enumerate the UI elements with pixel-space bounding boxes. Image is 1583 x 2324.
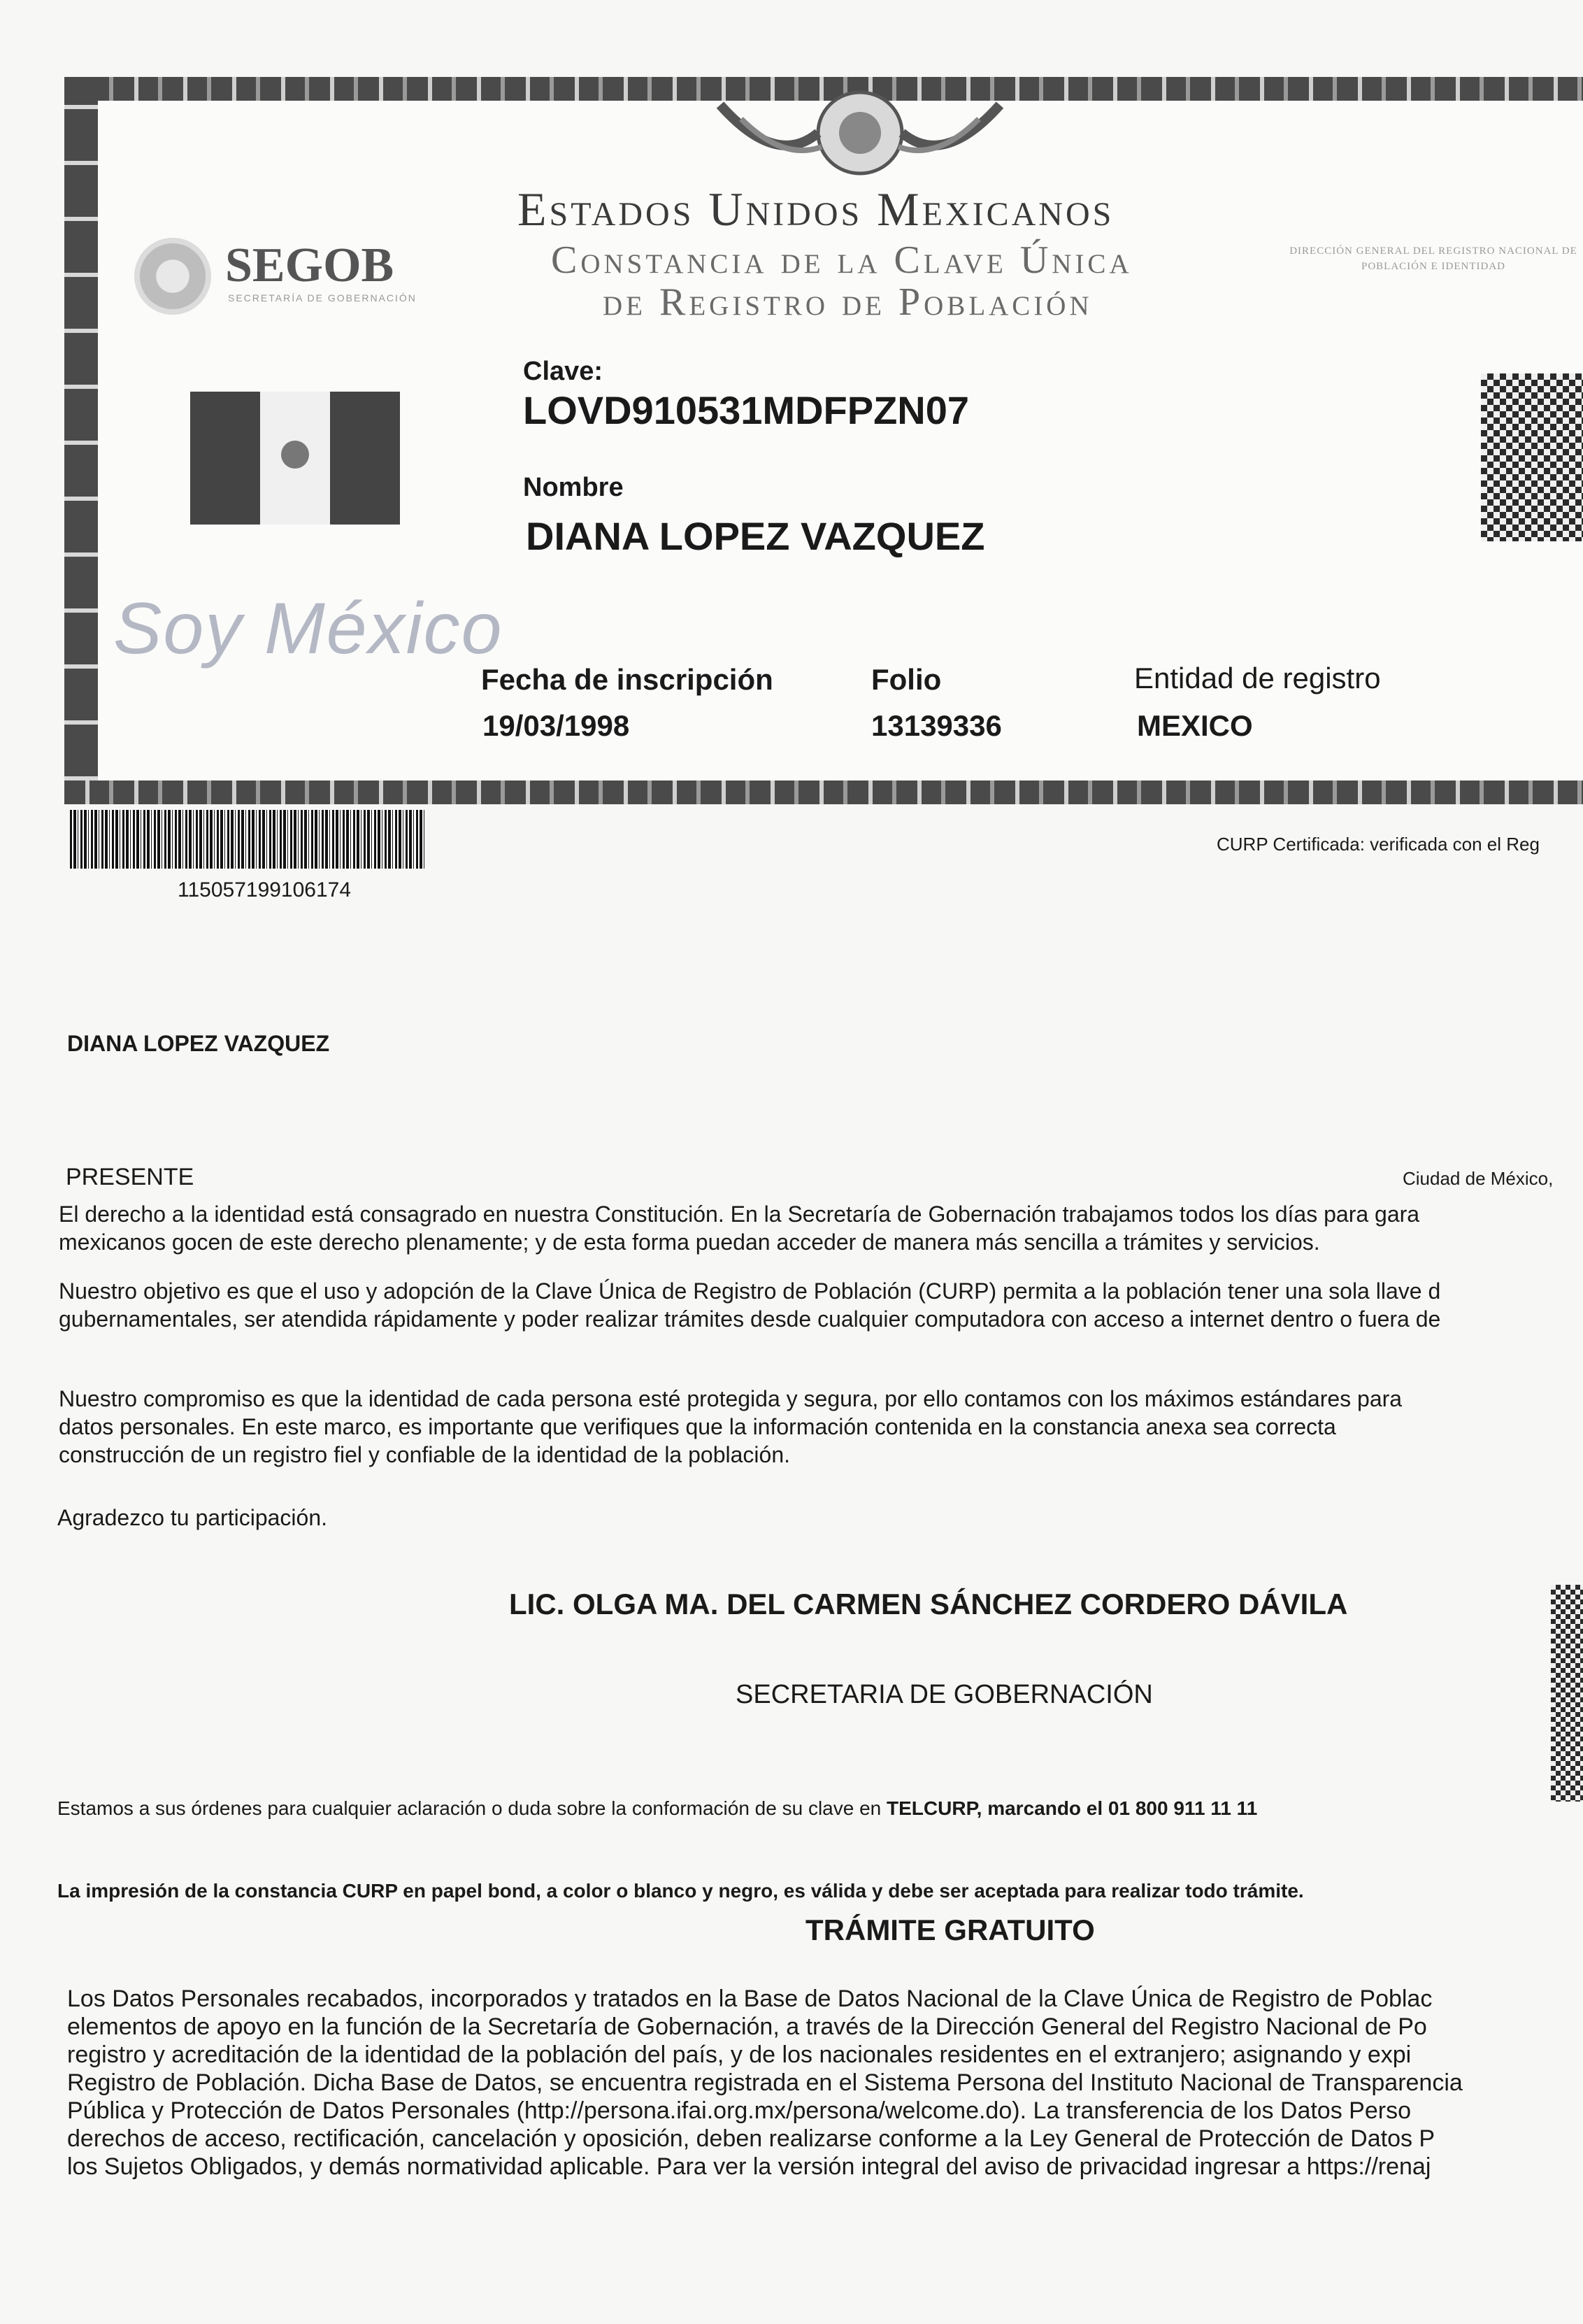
privacy-line-7: los Sujetos Obligados, y demás normatividad aplicable. Para ver la versión integral del aviso de privacidad ingresar a https://renaj [67, 2153, 1431, 2180]
clave-value: LOVD910531MDFPZN07 [523, 388, 970, 432]
privacy-line-1: Los Datos Personales recabados, incorporados y tratados en la Base de Datos Nacional de la Clave Única de Registro de Poblac [67, 1986, 1433, 2012]
folio-value: 13139336 [871, 709, 1002, 742]
document-subtitle-line2: de Registro de Población [603, 280, 1093, 324]
entidad-value: MEXICO [1137, 709, 1253, 742]
presente: PRESENTE [66, 1164, 194, 1190]
free-procedure-heading: TRÁMITE GRATUITO [805, 1913, 1095, 1946]
telcurp-line [57, 1797, 1257, 1820]
renapo-heading: DIRECCIÓN GENERAL DEL REGISTRO NACIONAL DE POBLACIÓN E IDENTIDAD [1289, 245, 1577, 272]
privacy-line-4: Registro de Población. Dicha Base de Datos, se encuentra registrada en el Sistema Persona del Instituto Nacional de Transparencia [67, 2069, 1463, 2096]
paragraph-2-line-1: Nuestro objetivo es que el uso y adopción de la Clave Única de Registro de Población (CURP) permita a la población tener una sola llave d [59, 1278, 1441, 1304]
entidad-label: Entidad de registro [1134, 662, 1381, 694]
fecha-value: 19/03/1998 [482, 709, 630, 742]
privacy-line-3: registro y acreditación de la identidad de la población del país, y de los nacionales residentes en el extranjero; asignando y expi [67, 2041, 1412, 2068]
signer-title: SECRETARIA DE GOBERNACIÓN [736, 1680, 1153, 1709]
privacy-line-6: derechos de acceso, rectificación, cancelación y oposición, deben realizarse conforme a la Ley General de Protección de Datos P [67, 2125, 1435, 2152]
mexico-flag-icon [190, 392, 400, 525]
fecha-label: Fecha de inscripción [481, 663, 773, 696]
decorative-border-left [64, 77, 98, 804]
segob-seal-icon [134, 238, 211, 315]
paragraph-1-line-1: El derecho a la identidad está consagrado en nuestra Constitución. En la Secretaría de Gobernación trabajamos todos los días para gara [59, 1202, 1420, 1227]
qr-code-icon [1481, 373, 1583, 541]
signer-name: LIC. OLGA MA. DEL CARMEN SÁNCHEZ CORDERO DÁVILA [509, 1588, 1348, 1620]
document-title: Estados Unidos Mexicanos [517, 183, 1115, 236]
segob-logo-text: SEGOB [225, 238, 394, 292]
document-subtitle-line1: Constancia de la Clave Única [551, 238, 1133, 282]
privacy-line-2: elementos de apoyo en la función de la Secretaría de Gobernación, a través de la Dirección General del Registro Nacional de Po [67, 2013, 1427, 2040]
barcode-number: 115057199106174 [178, 878, 352, 901]
thanks: Agradezco tu participación. [57, 1505, 327, 1530]
decorative-border-bottom [64, 780, 1583, 804]
certified-note: CURP Certificada: verificada con el Reg [1217, 834, 1540, 855]
segob-subtitle: SECRETARÍA DE GOBERNACIÓN [228, 292, 417, 304]
nombre-value: DIANA LOPEZ VAZQUEZ [526, 514, 985, 558]
city-date: Ciudad de México, [1403, 1168, 1554, 1189]
clave-label: Clave: [523, 357, 603, 386]
recipient-name: DIANA LOPEZ VAZQUEZ [67, 1031, 330, 1056]
paragraph-3-line-2: datos personales. En este marco, es importante que verifiques que la información contenida en la constancia anexa sea correcta [59, 1414, 1336, 1439]
barcode-icon [70, 810, 427, 869]
telcurp-text: Estamos a sus órdenes para cualquier aclaración o duda sobre la conformación de su clave en [57, 1797, 887, 1819]
national-coat-of-arms-icon [699, 77, 1021, 182]
paragraph-3-line-1: Nuestro compromiso es que la identidad de cada persona esté protegida y segura, por ello contamos con los máximos estándares para [59, 1386, 1403, 1411]
nombre-label: Nombre [523, 473, 624, 502]
paragraph-1-line-2: mexicanos gocen de este derecho plenamente; y de esta forma puedan acceder de manera más sencilla a trámites y servicios. [59, 1229, 1320, 1255]
print-validity-notice: La impresión de la constancia CURP en papel bond, a color o blanco y negro, es válida y debe ser aceptada para realizar todo trámite. [57, 1880, 1304, 1902]
folio-label: Folio [871, 663, 942, 696]
telcurp-number: TELCURP, marcando el 01 800 911 11 11 [887, 1797, 1258, 1819]
side-qr-code-icon [1551, 1585, 1583, 1802]
paragraph-3-line-3: construcción de un registro fiel y confiable de la identidad de la población. [59, 1442, 790, 1467]
privacy-line-5: Pública y Protección de Datos Personales (http://persona.ifai.org.mx/persona/welcome.do). La transferencia de los Datos Perso [67, 2097, 1411, 2124]
slogan: Soy México [113, 588, 503, 669]
paragraph-2-line-2: gubernamentales, ser atendida rápidamente y poder realizar trámites desde cualquier computadora con acceso a internet dentro o fuera de [59, 1306, 1441, 1332]
